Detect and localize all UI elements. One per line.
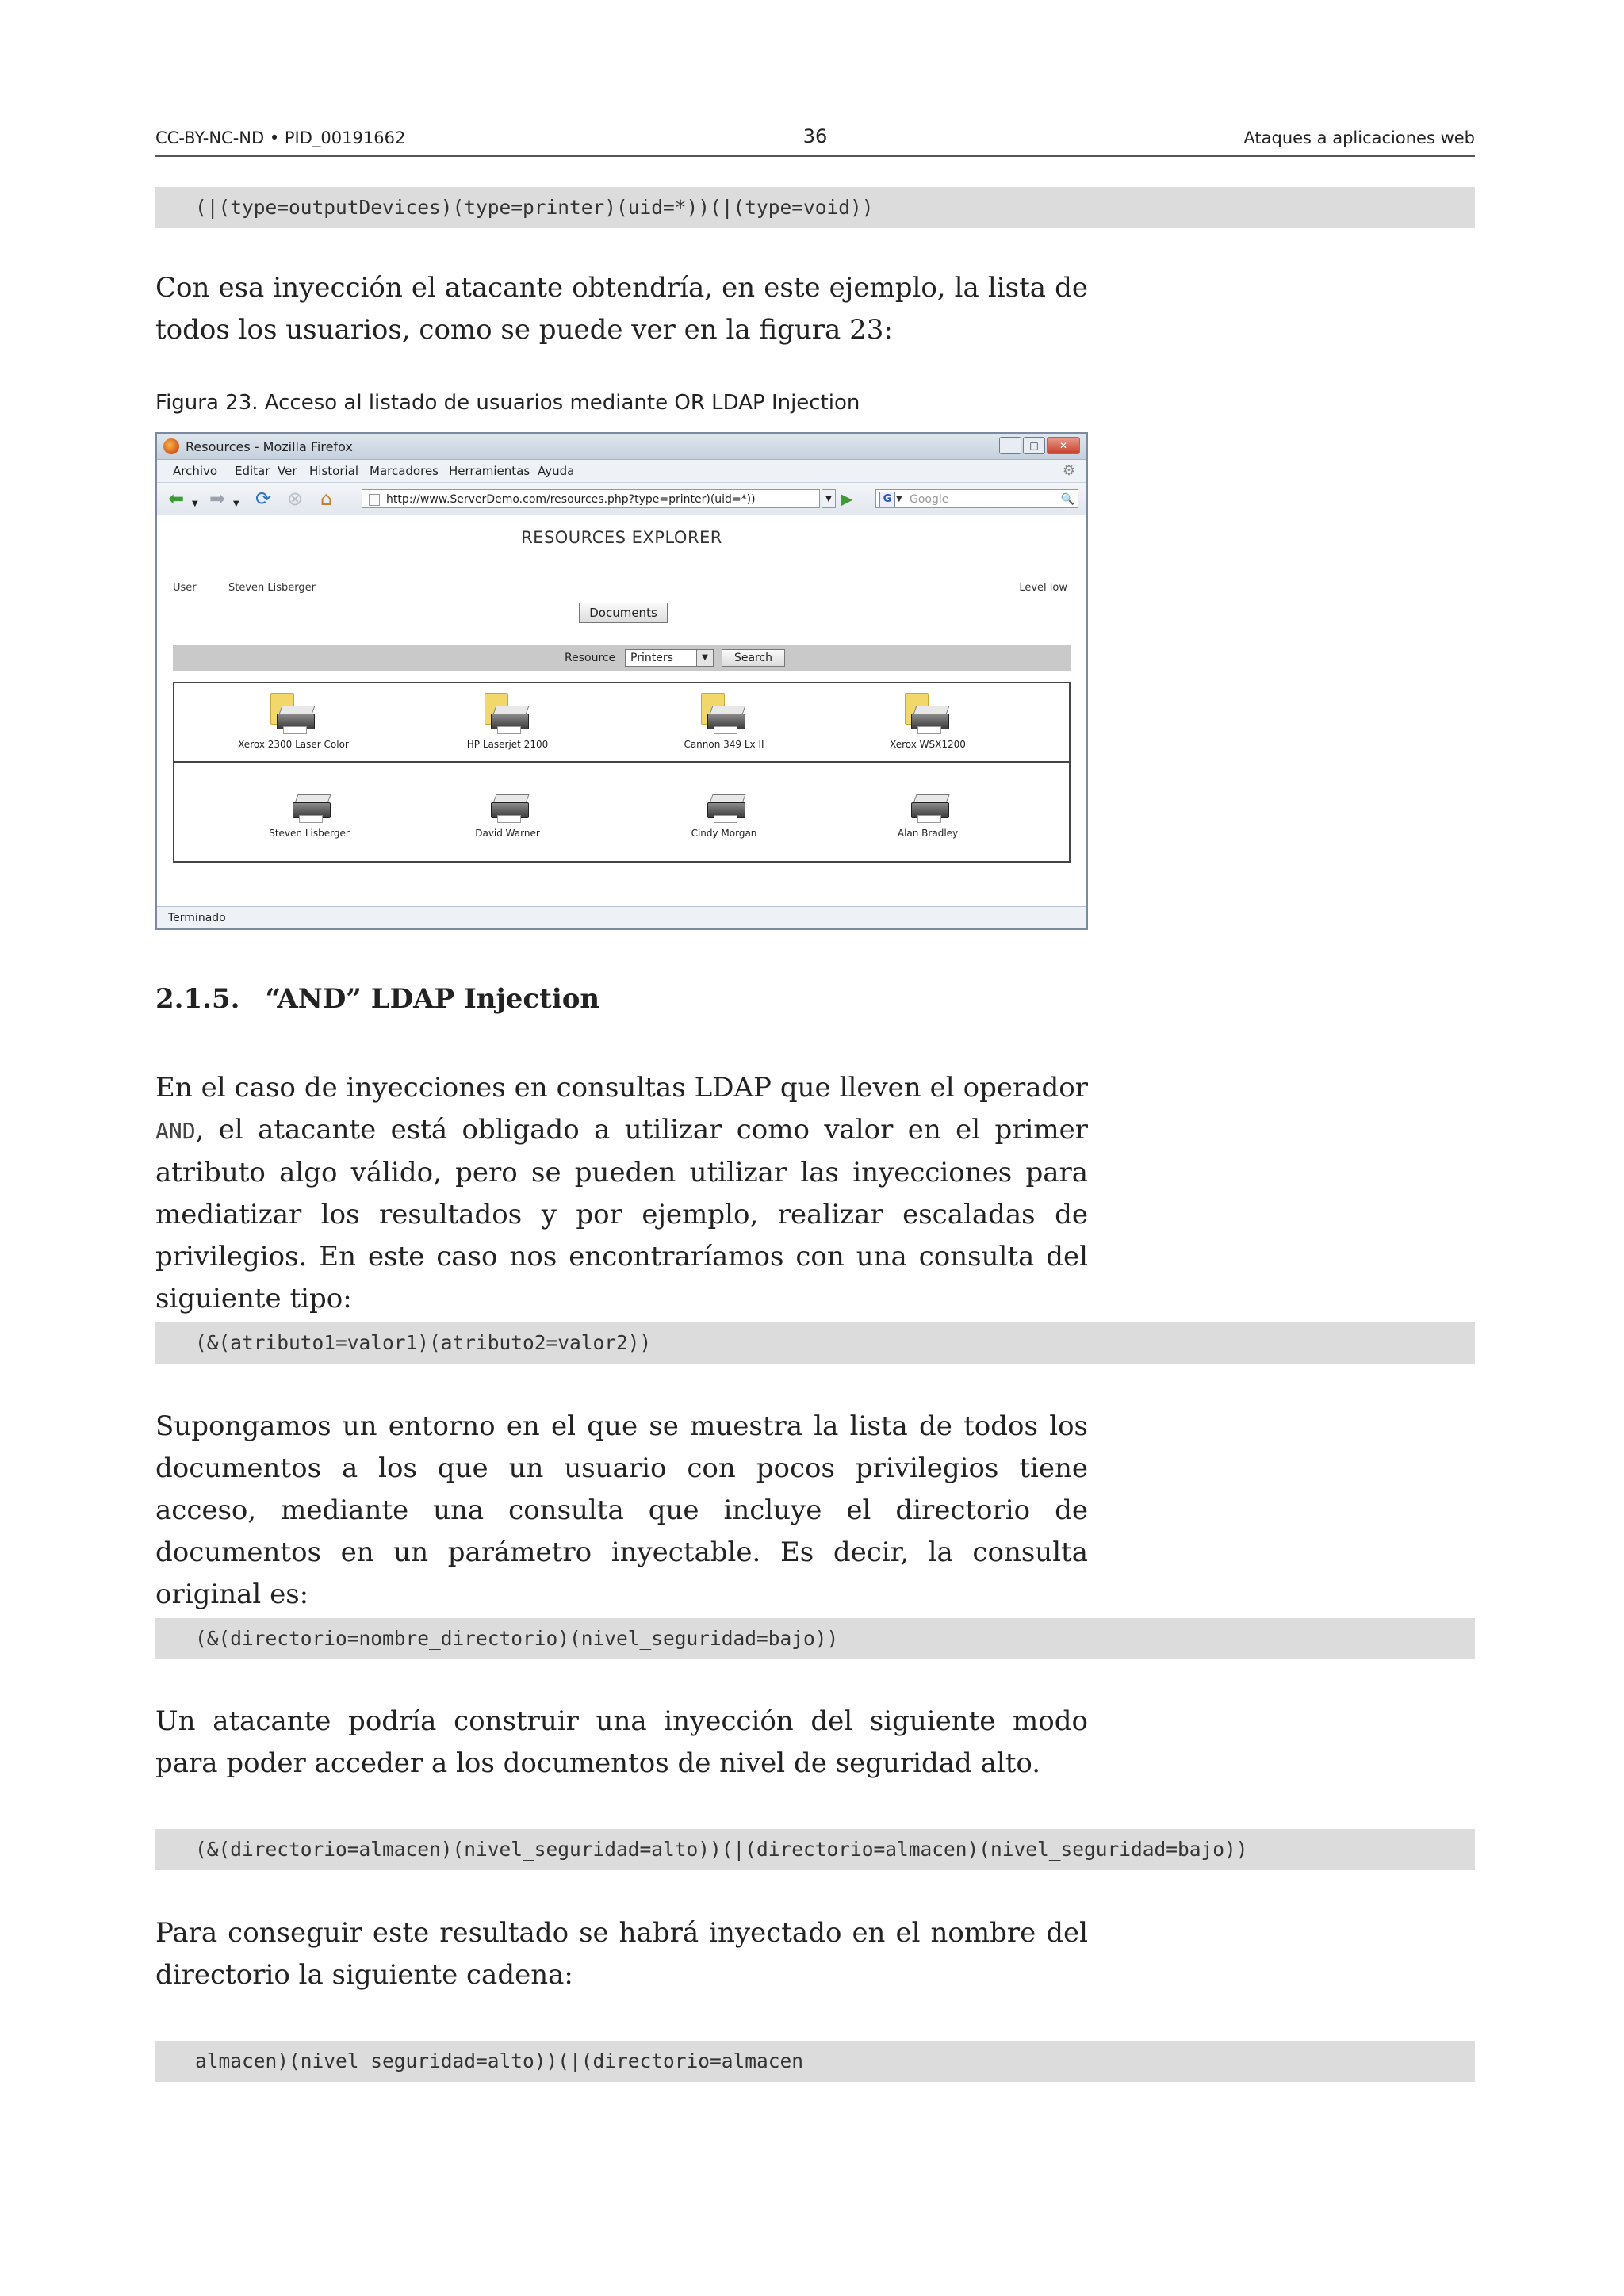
- resources-explorer-title: RESOURCES EXPLORER: [521, 528, 722, 547]
- window-title: Resources - Mozilla Firefox: [186, 439, 353, 454]
- forward-dropdown-icon[interactable]: ▼: [233, 499, 239, 508]
- section-heading: [155, 983, 599, 1015]
- maximize-icon[interactable]: □: [1023, 437, 1045, 454]
- menu-archivo[interactable]: Archivo: [173, 464, 218, 478]
- printer-icon: [480, 777, 535, 826]
- result-item[interactable]: [404, 777, 611, 839]
- code-block-2: (&(atributo1=valor1)(atributo2=valor2)): [155, 1322, 1475, 1364]
- stop-icon[interactable]: ⊗: [287, 488, 304, 510]
- throbber-icon: ⚙: [1062, 462, 1075, 479]
- result-item[interactable]: [206, 777, 412, 839]
- result-item[interactable]: [621, 688, 827, 750]
- menu-editar[interactable]: Editar: [235, 464, 270, 478]
- reload-icon[interactable]: ⟳: [255, 488, 272, 510]
- menu-historial[interactable]: Historial: [309, 464, 359, 478]
- engine-dropdown-icon[interactable]: ▼: [896, 495, 902, 503]
- printer-icon: [282, 777, 337, 826]
- browser-statusbar: Terminado: [157, 906, 1086, 928]
- paragraph-4: Un atacante podría construir una inyección del siguiente modo para poder acceder a los documentos de nivel de seguridad alto.: [155, 1705, 1088, 1779]
- result-item[interactable]: [190, 688, 396, 750]
- result-label: Cannon 349 Lx II: [684, 739, 764, 750]
- browser-titlebar: [157, 434, 1086, 460]
- paragraph-2-text-a: En el caso de inyecciones en consultas LDAP que lleven el operador: [155, 1072, 1088, 1104]
- code-block-1: (|(type=outputDevices)(type=printer)(uid=*))(|(type=void)): [155, 187, 1475, 228]
- result-item[interactable]: [825, 688, 1031, 750]
- firefox-icon: [163, 438, 179, 454]
- result-label: Cindy Morgan: [691, 828, 757, 839]
- printer-icon: [266, 688, 321, 737]
- result-label: Steven Lisberger: [269, 828, 350, 839]
- documents-button[interactable]: Documents: [579, 603, 668, 623]
- chevron-down-icon[interactable]: ▼: [696, 650, 713, 666]
- section-title: “AND” LDAP Injection: [265, 983, 600, 1015]
- paragraph-2: [155, 1067, 1088, 1320]
- inline-code-and: AND: [155, 1118, 196, 1144]
- row-divider: [174, 761, 1069, 763]
- section-number: 2.1.5.: [155, 983, 240, 1015]
- google-icon: G: [879, 492, 895, 507]
- minimize-icon[interactable]: –: [999, 437, 1021, 454]
- printer-icon: [900, 688, 956, 737]
- document-title: Ataques a aplicaciones web: [1243, 128, 1475, 147]
- menu-marcadores[interactable]: Marcadores: [370, 464, 439, 478]
- code-block-4: (&(directorio=almacen)(nivel_seguridad=alto))(|(directorio=almacen)(nivel_seguridad=bajo)): [155, 1829, 1475, 1870]
- url-text: http://www.ServerDemo.com/resources.php?type=printer)(uid=*)): [386, 493, 756, 506]
- code-block-5: almacen)(nivel_seguridad=alto))(|(directorio=almacen: [155, 2041, 1475, 2082]
- search-placeholder: Google: [910, 493, 949, 506]
- back-dropdown-icon[interactable]: ▼: [192, 499, 198, 508]
- paragraph-3: Supongamos un entorno en el que se muestra la lista de todos los documentos a los que un usuario con pocos privilegios tiene acceso, mediante una consulta que incluye el directorio de documentos en un parámetro inyectable. Es decir, la consulta original es:: [155, 1410, 1088, 1610]
- paragraph-2-text-b: , el atacante está obligado a utilizar como valor en el primer atributo algo válido, pero se pueden utilizar las inyecciones para mediatizar los resultados y por ejemplo, realizar escaladas de privilegios. En este caso nos encontraríamos con una consulta del siguiente tipo:: [155, 1114, 1088, 1314]
- result-item[interactable]: [825, 777, 1031, 839]
- figure-23-screenshot: [155, 432, 1088, 930]
- result-label: David Warner: [475, 828, 540, 839]
- menu-ayuda[interactable]: Ayuda: [538, 464, 575, 478]
- menu-herramientas[interactable]: Herramientas: [449, 464, 530, 478]
- result-label: HP Laserjet 2100: [466, 739, 549, 750]
- page-number: 36: [802, 125, 828, 147]
- page-header: [155, 125, 1475, 157]
- url-bar[interactable]: [362, 489, 820, 508]
- license-id: CC-BY-NC-ND • PID_00191662: [155, 128, 406, 147]
- back-icon[interactable]: ⬅: [168, 488, 185, 510]
- result-item[interactable]: [621, 777, 827, 839]
- resource-select[interactable]: [625, 649, 714, 667]
- user-label: User: [173, 582, 197, 594]
- resource-label: Resource: [565, 652, 616, 664]
- printer-icon: [480, 688, 535, 737]
- forward-icon[interactable]: ➡: [209, 488, 226, 510]
- menu-ver[interactable]: Ver: [278, 464, 297, 478]
- page-icon: [369, 494, 380, 506]
- browser-navbar: [157, 483, 1086, 515]
- printer-icon: [696, 688, 752, 737]
- close-icon[interactable]: ✕: [1047, 437, 1080, 454]
- home-icon[interactable]: ⌂: [320, 488, 333, 510]
- level-label: Level low: [1019, 582, 1067, 594]
- browser-menubar: [157, 460, 1086, 483]
- figure-caption: Figura 23. Acceso al listado de usuarios mediante OR LDAP Injection: [155, 391, 860, 415]
- paragraph-5: Para conseguir este resultado se habrá inyectado en el nombre del directorio la siguiente cadena:: [155, 1917, 1088, 1991]
- search-icon[interactable]: 🔍: [1060, 493, 1074, 506]
- result-label: Xerox 2300 Laser Color: [238, 739, 349, 750]
- code-block-3: (&(directorio=nombre_directorio)(nivel_seguridad=bajo)): [155, 1618, 1475, 1659]
- user-value: Steven Lisberger: [228, 582, 316, 594]
- result-item[interactable]: [404, 688, 611, 750]
- results-grid: [173, 682, 1071, 863]
- resource-bar: [173, 645, 1071, 671]
- resource-selected: Printers: [630, 652, 673, 664]
- printer-icon: [900, 777, 956, 826]
- search-input[interactable]: [875, 489, 1078, 508]
- window-controls: [999, 437, 1080, 454]
- printer-icon: [696, 777, 752, 826]
- result-label: Xerox WSX1200: [890, 739, 966, 750]
- page-content: [157, 515, 1086, 905]
- paragraph-1: Con esa inyección el atacante obtendría, en este ejemplo, la lista de todos los usuarios, como se puede ver en la figura 23:: [155, 272, 1088, 346]
- url-dropdown-icon[interactable]: ▼: [822, 489, 836, 508]
- result-label: Alan Bradley: [897, 828, 959, 839]
- search-button[interactable]: Search: [722, 649, 785, 667]
- go-icon[interactable]: ▶: [841, 489, 853, 508]
